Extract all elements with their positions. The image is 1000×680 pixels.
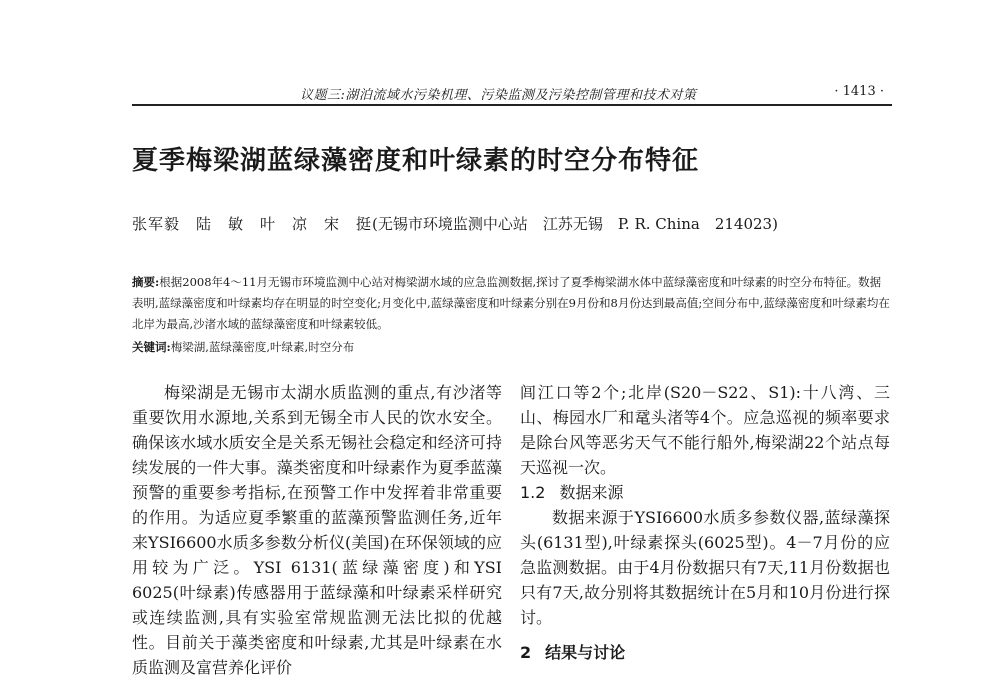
keywords-label: 关键词: <box>132 340 171 354</box>
intro-paragraph: 梅梁湖是无锡市太湖水质监测的重点,有沙渚等重要饮用水源地,关系到无锡全市人民的饮水安全。确保该水域水质安全是关系无锡社会稳定和经济可持续发展的一件大事。藻类密度和叶绿素作为夏季蓝藻预警的重要参考指标,在预警工作中发挥着非常重要的作用。为适应夏季繁重的蓝藻预警监测任务,近年来YSI6600水质多参数分析仪(美国)在环保领域的应用较为广泛。YSI 6131(蓝绿藻密度)和YSI 6025(叶绿素)传感器用于蓝绿藻和叶绿素采样研究或连续监测,具有实验室常规监测无法比拟的优越性。目前关于藻类密度和叶绿素,尤其是叶绿素在水质监测及富营养化评价 <box>132 383 502 677</box>
subsection-heading-1-2 <box>520 480 890 505</box>
body-column-right <box>520 380 890 665</box>
running-head <box>132 82 892 104</box>
abstract-label: 摘要: <box>132 275 160 289</box>
section-title: 结果与讨论 <box>545 643 626 662</box>
abstract-text: 根据2008年4～11月无锡市环境监测中心站对梅梁湖水域的应急监测数据,探讨了夏季梅梁湖水体中蓝绿藻密度和叶绿素的时空分布特征。数据表明,蓝绿藻密度和叶绿素均存在明显的时空变化;月变化中,蓝绿藻密度和叶绿素分别在9月份和8月份达到最高值;空间分布中,蓝绿藻密度和叶绿素均在北岸为最高,沙渚水域的蓝绿藻密度和叶绿素较低。 <box>132 275 890 331</box>
author-line <box>132 213 892 234</box>
stations-paragraph: 闾江口等2个;北岸(S20－S22、S1):十八湾、三山、梅园水厂和鼋头渚等4个。应急巡视的频率要求是除台风等恶劣天气不能行船外,梅梁湖22个站点每天巡视一次。 <box>520 383 890 477</box>
running-head-topic: 议题三:湖泊流域水污染机理、污染监测及污染控制管理和技术对策 <box>300 88 697 103</box>
data-source-paragraph: 数据来源于YSI6600水质多参数仪器,蓝绿藻探头(6131型),叶绿素探头(6025型)。4－7月份的应急监测数据。由于4月份数据只有7天,11月份数据也只有7天,故分别将其数据统计在5月和10月份进行探讨。 <box>520 508 890 627</box>
keywords-text: 梅梁湖,蓝绿藻密度,叶绿素,时空分布 <box>170 340 355 354</box>
page-number: · 1413 · <box>834 84 884 99</box>
header-rule <box>132 104 892 106</box>
subsection-title: 数据来源 <box>559 483 624 502</box>
subsection-number: 1.2 <box>520 483 546 502</box>
keywords <box>132 339 892 355</box>
author-affiliation: (无锡市环境监测中心站 江苏无锡 P. R. China 214023) <box>372 215 778 233</box>
section-number: 2 <box>520 643 532 662</box>
section-heading-2 <box>520 640 890 665</box>
body-column-left <box>132 380 502 680</box>
paper-title: 夏季梅梁湖蓝绿藻密度和叶绿素的时空分布特征 <box>132 146 700 176</box>
abstract <box>132 272 892 335</box>
author-names: 张军毅 陆 敏 叶 凉 宋 挺 <box>132 215 373 233</box>
